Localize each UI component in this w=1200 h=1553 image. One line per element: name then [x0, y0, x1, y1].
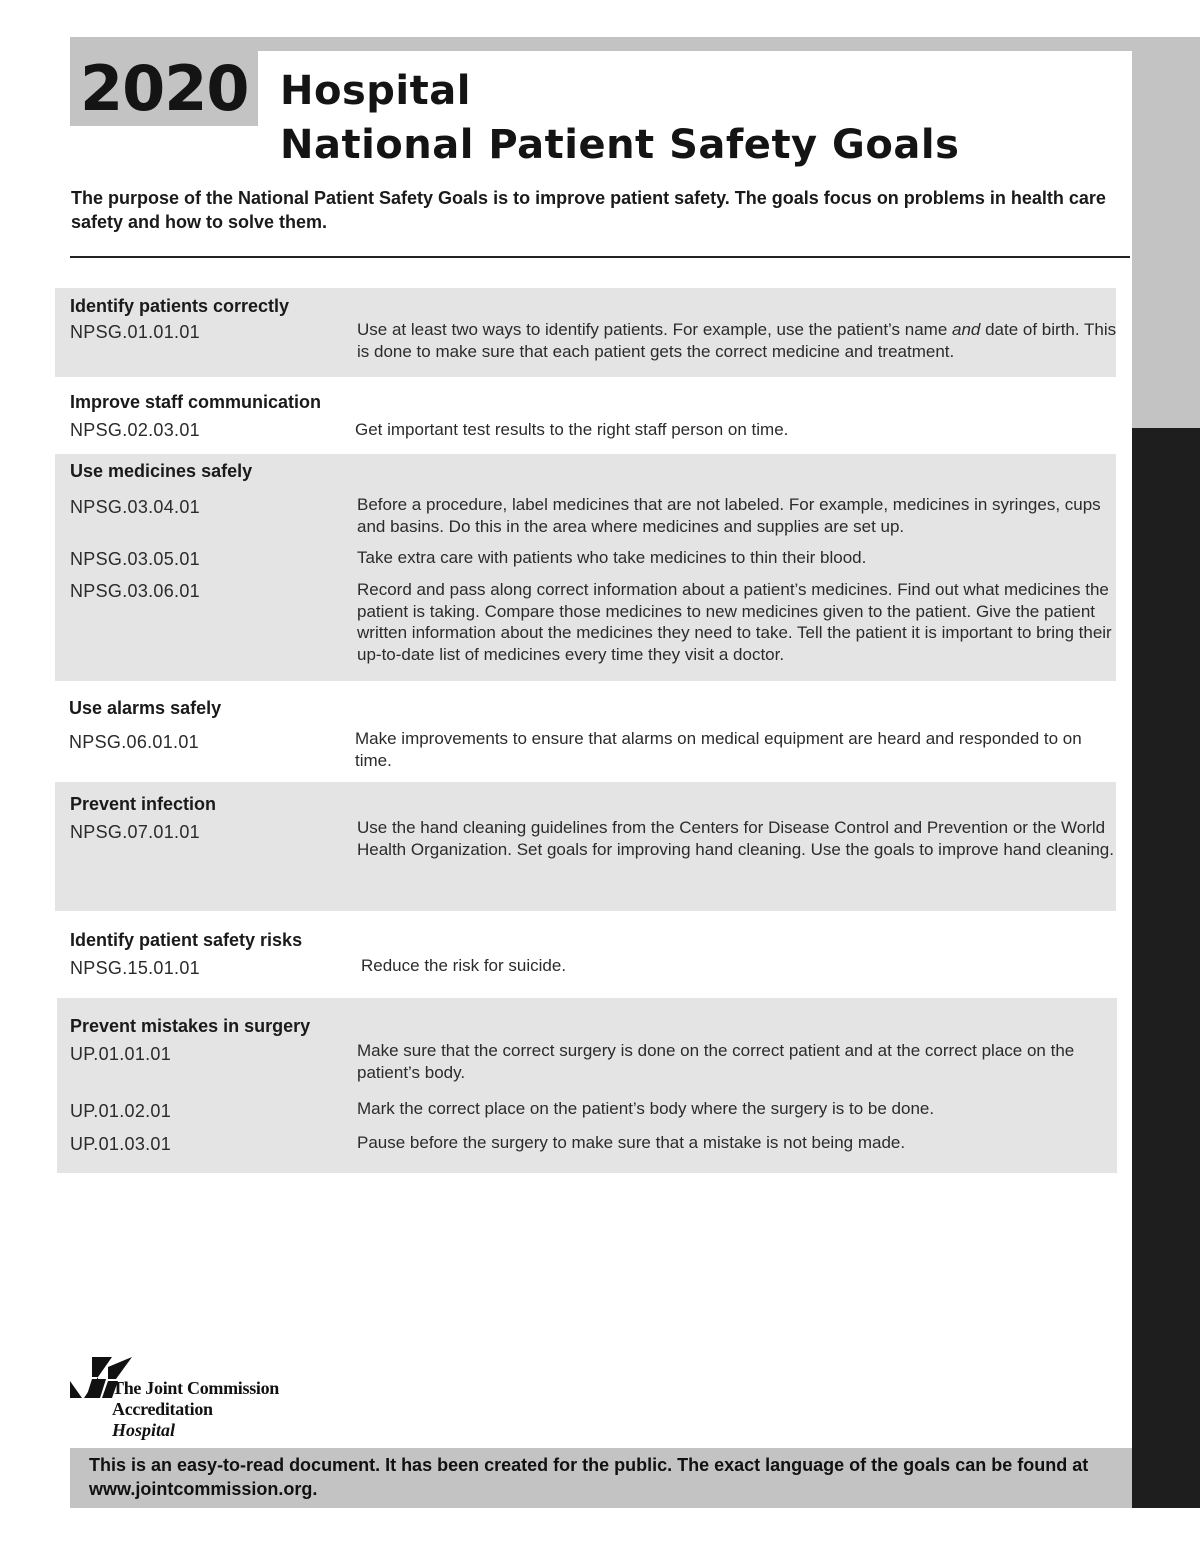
goal-description-part: Use at least two ways to identify patients. For example, use the patient’s name: [357, 320, 952, 339]
goal-description: Get important test results to the right staff person on time.: [355, 420, 789, 439]
title-line-npsg: National Patient Safety Goals: [280, 122, 960, 168]
goal-section-medicines: [55, 454, 1116, 681]
goal-description: Pause before the surgery to make sure that a mistake is not being made.: [357, 1133, 906, 1152]
section-heading: Prevent infection: [70, 794, 217, 814]
logo-wordmark: [112, 1378, 279, 1441]
goal-code: NPSG.07.01.01: [70, 822, 200, 842]
goal-code: NPSG.06.01.01: [69, 732, 199, 752]
goal-section-alarms: [55, 681, 1116, 782]
right-decorative-band-light: [1132, 37, 1200, 428]
goal-description: Use the hand cleaning guidelines from the Centers for Disease Control and Prevention or the World Health Organization. Set goals for improving hand cleaning. Use the goals to improve hand cleaning.: [357, 818, 1114, 859]
goal-description: Make improvements to ensure that alarms on medical equipment are heard and responded to on time.: [355, 729, 1082, 770]
goal-code: UP.01.01.01: [70, 1044, 172, 1064]
goal-description: Mark the correct place on the patient’s body where the surgery is to be done.: [357, 1099, 935, 1118]
logo-org-line1: The Joint Commission: [112, 1378, 280, 1398]
section-heading: Improve staff communication: [70, 392, 322, 412]
intro-paragraph: The purpose of the National Patient Safety Goals is to improve patient safety. The goals focus on problems in health care safety and how to solve them.: [71, 188, 1106, 232]
goal-code: UP.01.02.01: [70, 1101, 172, 1121]
goal-code: NPSG.15.01.01: [70, 958, 200, 978]
goal-section-staff-communication: [55, 377, 1116, 454]
goal-section-safety-risks: [55, 911, 1116, 998]
section-heading: Prevent mistakes in surgery: [70, 1016, 311, 1036]
goal-code: UP.01.03.01: [70, 1134, 172, 1154]
footer-note: This is an easy-to-read document. It has been created for the public. The exact language of the goals can be found at www.jointcommission.org.: [70, 1448, 1132, 1508]
top-decorative-band: [70, 37, 1160, 51]
goal-code: NPSG.03.05.01: [70, 549, 200, 569]
section-heading: Identify patients correctly: [70, 296, 290, 316]
goal-description-part: date of birth. This is done to make sure that each patient gets the correct medicine and treatment.: [357, 320, 1117, 361]
section-heading: Use alarms safely: [69, 698, 222, 718]
goal-description: Before a procedure, label medicines that are not labeled. For example, medicines in syringes, cups and basins. Do this in the area where medicines and supplies are set up.: [357, 495, 1101, 536]
header-divider: [70, 256, 1130, 258]
section-heading: Identify patient safety risks: [70, 930, 303, 950]
goal-description-emphasis: and: [952, 320, 981, 339]
section-heading: Use medicines safely: [70, 461, 253, 481]
goal-description: Reduce the risk for suicide.: [361, 956, 567, 975]
goal-section-identify-patients: [55, 288, 1116, 377]
page-title: [280, 64, 959, 172]
goal-description: [357, 319, 1117, 362]
goal-code: NPSG.02.03.01: [70, 420, 200, 440]
year-badge: 2020: [70, 51, 258, 126]
goal-section-surgery: [57, 998, 1117, 1173]
title-line-hospital: Hospital: [280, 68, 471, 114]
logo-program: Hospital: [112, 1420, 176, 1440]
goal-description: Take extra care with patients who take medicines to thin their blood.: [357, 548, 867, 567]
goal-description: Make sure that the correct surgery is done on the correct patient and at the correct place on the patient’s body.: [357, 1041, 1075, 1082]
right-decorative-band-dark: [1132, 428, 1200, 1508]
goal-code: NPSG.03.06.01: [70, 581, 200, 601]
goal-code: NPSG.01.01.01: [70, 322, 200, 342]
goal-section-infection: [55, 782, 1116, 911]
logo-org-line2: Accreditation: [112, 1399, 213, 1419]
goal-description: Record and pass along correct information about a patient’s medicines. Find out what medicines the patient is taking. Compare those medicines to new medicines given to the patient. Give the patient written information about the medicines they need to take. Tell the patient it is important to bring their up-to-date list of medicines every time they visit a doctor.: [357, 580, 1112, 664]
goal-code: NPSG.03.04.01: [70, 497, 200, 517]
